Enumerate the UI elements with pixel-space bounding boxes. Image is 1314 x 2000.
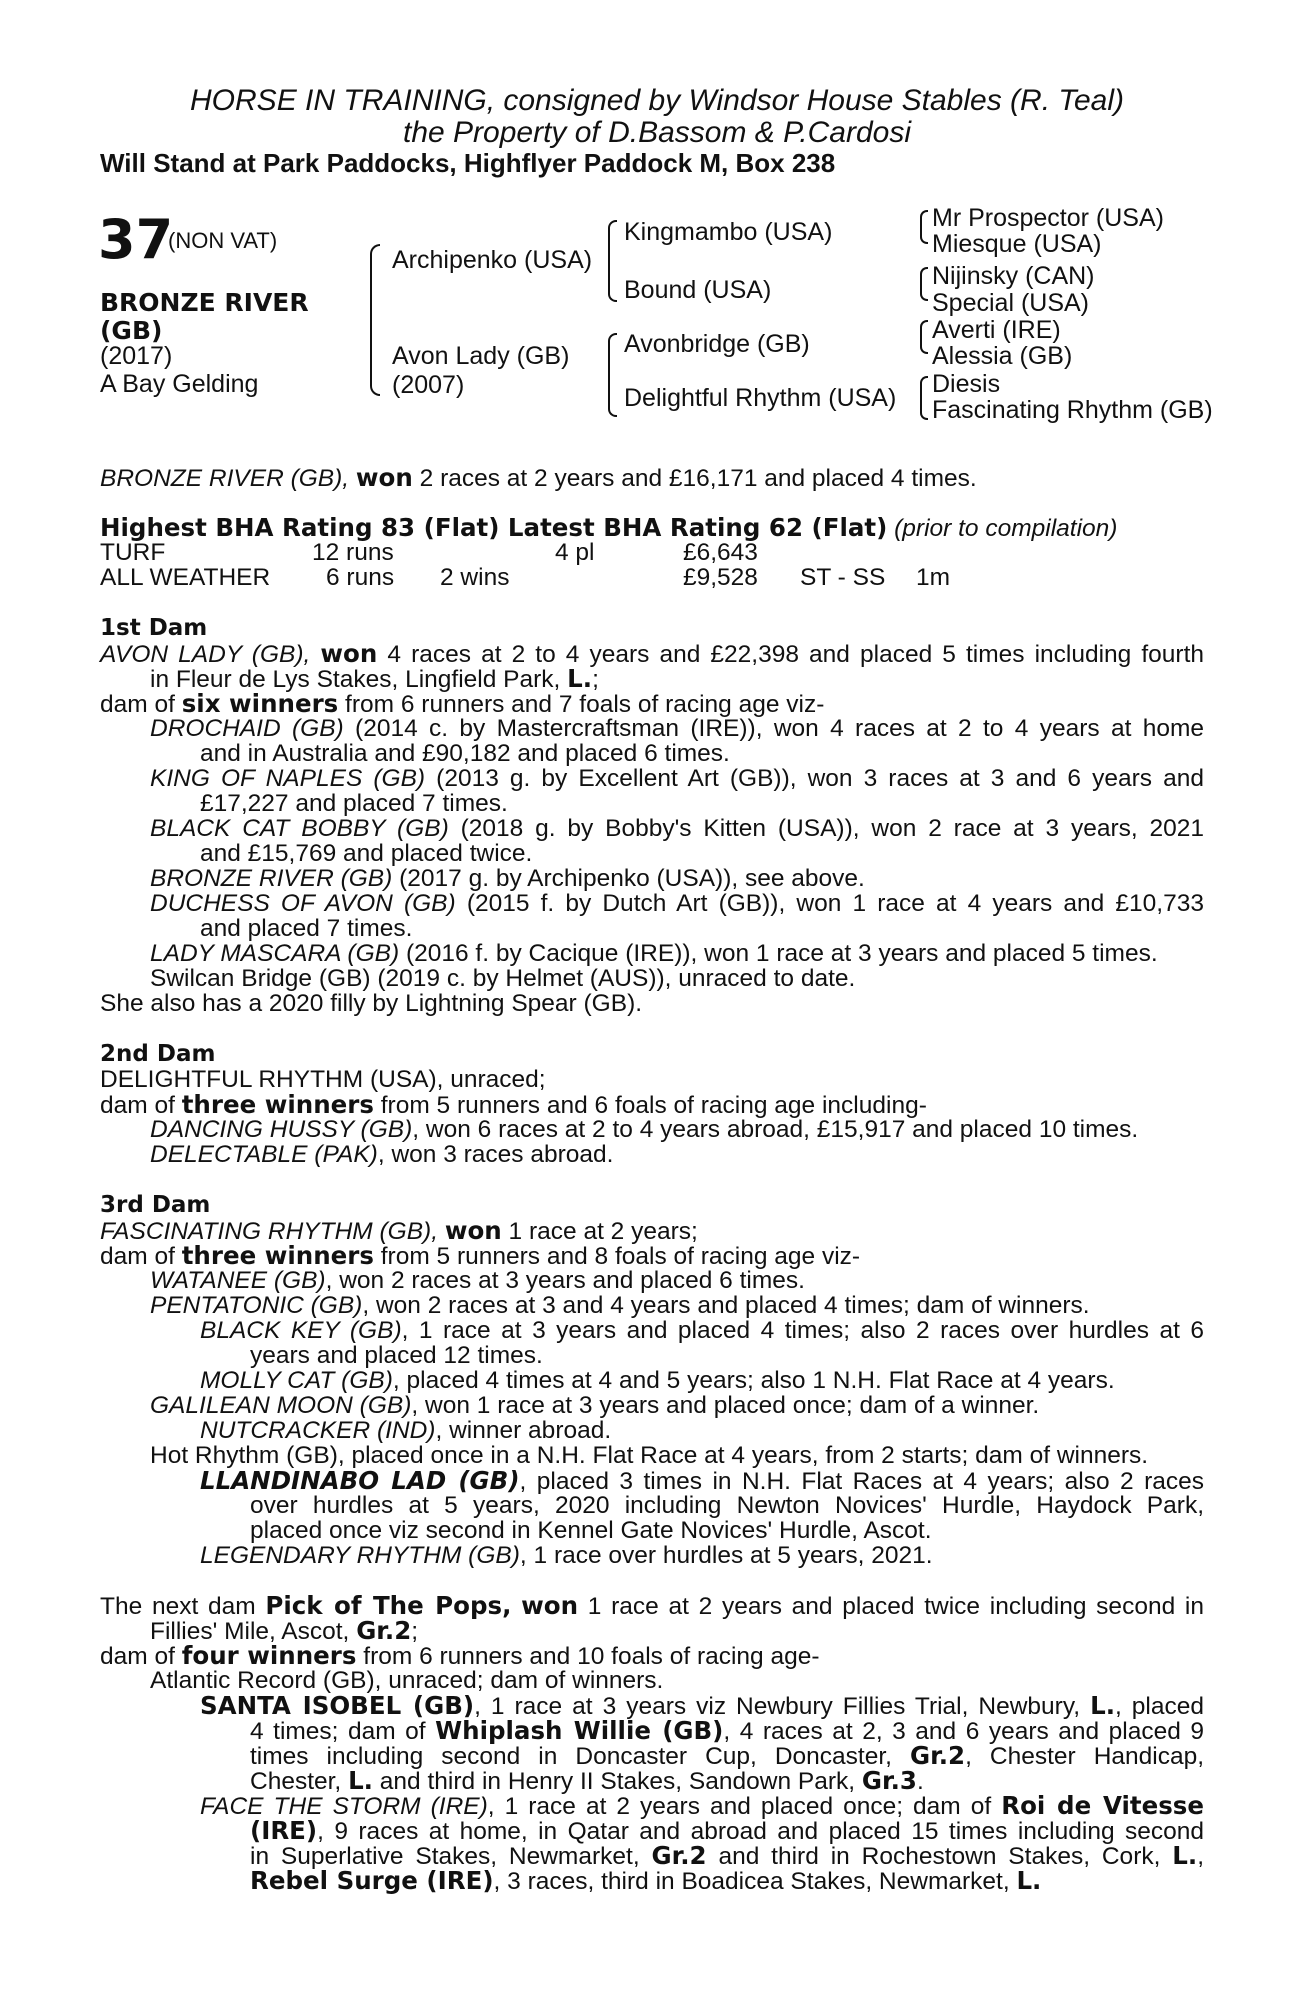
progeny-entry-cont: and placed 7 times.	[200, 915, 413, 942]
pedigree-brace	[920, 267, 928, 301]
progeny-entry: Swilcan Bridge (GB) (2019 c. by Helmet (AUS)), unraced to date.	[150, 965, 856, 992]
progeny-entry: PENTATONIC (GB), won 2 races at 3 and 4 years and placed 4 times; dam of winners.	[150, 1292, 1090, 1319]
progeny-entry-cont: Rebel Surge (IRE), 3 races, third in Boadicea Stakes, Newmarket, L.	[250, 1866, 1042, 1895]
horse-name: BRONZE RIVER	[100, 288, 309, 317]
pedigree-dam-dam: Delightful Rhythm (USA)	[624, 384, 897, 412]
record-runs: 12 runs	[312, 539, 394, 566]
pedigree-dam-year: (2007)	[392, 371, 465, 399]
dam-line: dam of three winners from 5 runners and 8 foals of racing age viz-	[100, 1241, 861, 1270]
race-summary: BRONZE RIVER (GB), won 2 races at 2 years and £16,171 and placed 4 times.	[100, 463, 977, 492]
lot-number: 37	[98, 208, 174, 271]
dam-line: DELIGHTFUL RHYTHM (USA), unraced;	[100, 1066, 546, 1093]
record-label: TURF	[100, 539, 166, 566]
record-money: £9,528	[683, 564, 758, 591]
pedigree-brace	[920, 210, 928, 244]
pedigree-sdd: Special (USA)	[932, 289, 1089, 317]
progeny-entry-cont: times including second in Doncaster Cup, Doncaster, Gr.2, Chester Handicap,	[250, 1741, 1205, 1770]
pedigree-dsd: Alessia (GB)	[932, 342, 1073, 370]
pedigree-sds: Nijinsky (CAN)	[932, 262, 1095, 290]
pedigree-sire-sire: Kingmambo (USA)	[624, 218, 833, 246]
horse-description: A Bay Gelding	[100, 370, 259, 398]
dam-line: Fillies' Mile, Ascot, Gr.2;	[150, 1616, 419, 1645]
dam-line: AVON LADY (GB), won 4 races at 2 to 4 years and £22,398 and placed 5 times including fourth	[100, 639, 1204, 668]
progeny-entry: NUTCRACKER (IND), winner abroad.	[200, 1417, 612, 1444]
progeny-entry-cont: and in Australia and £90,182 and placed 6 times.	[200, 740, 730, 767]
progeny-entry-cont: (IRE), 9 races at home, in Qatar and abroad and placed 15 times including second	[250, 1816, 1204, 1845]
pedigree-ddd: Fascinating Rhythm (GB)	[932, 396, 1213, 424]
progeny-entry: DELECTABLE (PAK), won 3 races abroad.	[150, 1141, 614, 1168]
pedigree-dam-sire: Avonbridge (GB)	[624, 330, 810, 358]
record-label: ALL WEATHER	[100, 564, 271, 591]
bha-rating: Highest BHA Rating 83 (Flat) Latest BHA Rating 62 (Flat) (prior to compilation)	[100, 513, 1118, 542]
progeny-entry: KING OF NAPLES (GB) (2013 g. by Excellent Art (GB)), won 3 races at 3 and 6 years and	[150, 765, 1204, 792]
horse-country: (GB)	[100, 316, 163, 345]
progeny-entry-cont: and £15,769 and placed twice.	[200, 840, 533, 867]
header-line-2: the Property of D.Bassom & P.Cardosi	[402, 116, 911, 149]
progeny-entry: Atlantic Record (GB), unraced; dam of winners.	[150, 1667, 664, 1694]
progeny-entry: FACE THE STORM (IRE), 1 race at 2 years and placed once; dam of Roi de Vitesse	[200, 1791, 1204, 1820]
stand-location: Will Stand at Park Paddocks, Highflyer Paddock M, Box 238	[100, 148, 836, 178]
progeny-entry-cont: £17,227 and placed 7 times.	[200, 790, 508, 817]
record-placed: 4 pl	[555, 539, 595, 566]
progeny-entry: SANTA ISOBEL (GB), 1 race at 3 years viz Newbury Fillies Trial, Newbury, L., placed	[200, 1691, 1204, 1720]
dam-line: FASCINATING RHYTHM (GB), won 1 race at 2 years;	[100, 1216, 698, 1245]
record-money: £6,643	[683, 539, 758, 566]
progeny-entry-cont: 4 times; dam of Whiplash Willie (GB), 4 races at 2, 3 and 6 years and placed 9	[250, 1716, 1204, 1745]
record-going: ST - SS	[800, 564, 886, 591]
record-wins: 2 wins	[440, 564, 510, 591]
progeny-entry-cont: placed once viz second in Kennel Gate Novices' Hurdle, Ascot.	[250, 1517, 932, 1544]
progeny-entry: BRONZE RIVER (GB) (2017 g. by Archipenko (USA)), see above.	[150, 865, 865, 892]
section-heading: 2nd Dam	[100, 1041, 216, 1067]
progeny-entry: LADY MASCARA (GB) (2016 f. by Cacique (IRE)), won 1 race at 3 years and placed 5 times.	[150, 940, 1158, 967]
dam-line: The next dam Pick of The Pops, won 1 race at 2 years and placed twice including second in	[100, 1591, 1204, 1620]
progeny-entry: LEGENDARY RHYTHM (GB), 1 race over hurdles at 5 years, 2021.	[200, 1542, 933, 1569]
progeny-entry: MOLLY CAT (GB), placed 4 times at 4 and 5 years; also 1 N.H. Flat Race at 4 years.	[200, 1367, 1115, 1394]
dam-line: dam of three winners from 5 runners and 6 foals of racing age including-	[100, 1090, 927, 1119]
pedigree-dds: Diesis	[932, 370, 1001, 398]
pedigree-brace	[608, 333, 617, 417]
record-distance: 1m	[916, 564, 951, 591]
progeny-entry: BLACK CAT BOBBY (GB) (2018 g. by Bobby's Kitten (USA)), won 2 race at 3 years, 2021	[150, 815, 1205, 842]
progeny-entry: DANCING HUSSY (GB), won 6 races at 2 to 4 years abroad, £15,917 and placed 10 times.	[150, 1116, 1139, 1143]
dam-line: dam of four winners from 6 runners and 10 foals of racing age-	[100, 1641, 820, 1670]
vat-status: (NON VAT)	[168, 228, 278, 253]
progeny-entry-cont: Chester, L. and third in Henry II Stakes, Sandown Park, Gr.3.	[250, 1766, 924, 1795]
progeny-entry: Hot Rhythm (GB), placed once in a N.H. Flat Race at 4 years, from 2 starts; dam of winners.	[150, 1442, 1149, 1469]
header-line-1: HORSE IN TRAINING, consigned by Windsor House Stables (R. Teal)	[190, 84, 1124, 117]
pedigree-sss: Mr Prospector (USA)	[932, 204, 1164, 232]
section-heading: 1st Dam	[100, 615, 208, 641]
progeny-entry: WATANEE (GB), won 2 races at 3 years and placed 6 times.	[150, 1267, 805, 1294]
dam-line: dam of six winners from 6 runners and 7 foals of racing age viz-	[100, 689, 825, 718]
progeny-entry-cont: over hurdles at 5 years, 2020 including Newton Novices' Hurdle, Haydock Park,	[250, 1492, 1204, 1519]
horse-year: (2017)	[100, 342, 173, 370]
pedigree-brace	[370, 244, 380, 396]
pedigree-sire: Archipenko (USA)	[392, 246, 593, 274]
dam-line: in Fleur de Lys Stakes, Lingfield Park, L.;	[150, 664, 599, 693]
pedigree-sire-dam: Bound (USA)	[624, 276, 772, 304]
progeny-entry-cont: in Superlative Stakes, Newmarket, Gr.2 and third in Rochestown Stakes, Cork, L.,	[250, 1841, 1205, 1870]
dam-note: She also has a 2020 filly by Lightning Spear (GB).	[100, 990, 643, 1017]
progeny-entry-cont: years and placed 12 times.	[250, 1342, 543, 1369]
progeny-entry: DROCHAID (GB) (2014 c. by Mastercraftsman (IRE)), won 4 races at 2 to 4 years at home	[150, 715, 1204, 742]
pedigree-brace	[920, 376, 928, 420]
record-runs: 6 runs	[326, 564, 395, 591]
progeny-entry: LLANDINABO LAD (GB), placed 3 times in N.H. Flat Races at 4 years; also 2 races	[200, 1466, 1205, 1495]
pedigree-ssd: Miesque (USA)	[932, 230, 1102, 258]
progeny-entry: BLACK KEY (GB), 1 race at 3 years and placed 4 times; also 2 races over hurdles at 6	[200, 1317, 1204, 1344]
pedigree-dam: Avon Lady (GB)	[392, 342, 570, 370]
progeny-entry: GALILEAN MOON (GB), won 1 race at 3 years and placed once; dam of a winner.	[150, 1392, 1040, 1419]
pedigree-brace	[608, 220, 617, 302]
section-heading: 3rd Dam	[100, 1192, 211, 1218]
pedigree-dss: Averti (IRE)	[932, 316, 1061, 344]
progeny-entry: DUCHESS OF AVON (GB) (2015 f. by Dutch Art (GB)), won 1 race at 4 years and £10,733	[150, 890, 1204, 917]
pedigree-brace	[920, 320, 928, 354]
